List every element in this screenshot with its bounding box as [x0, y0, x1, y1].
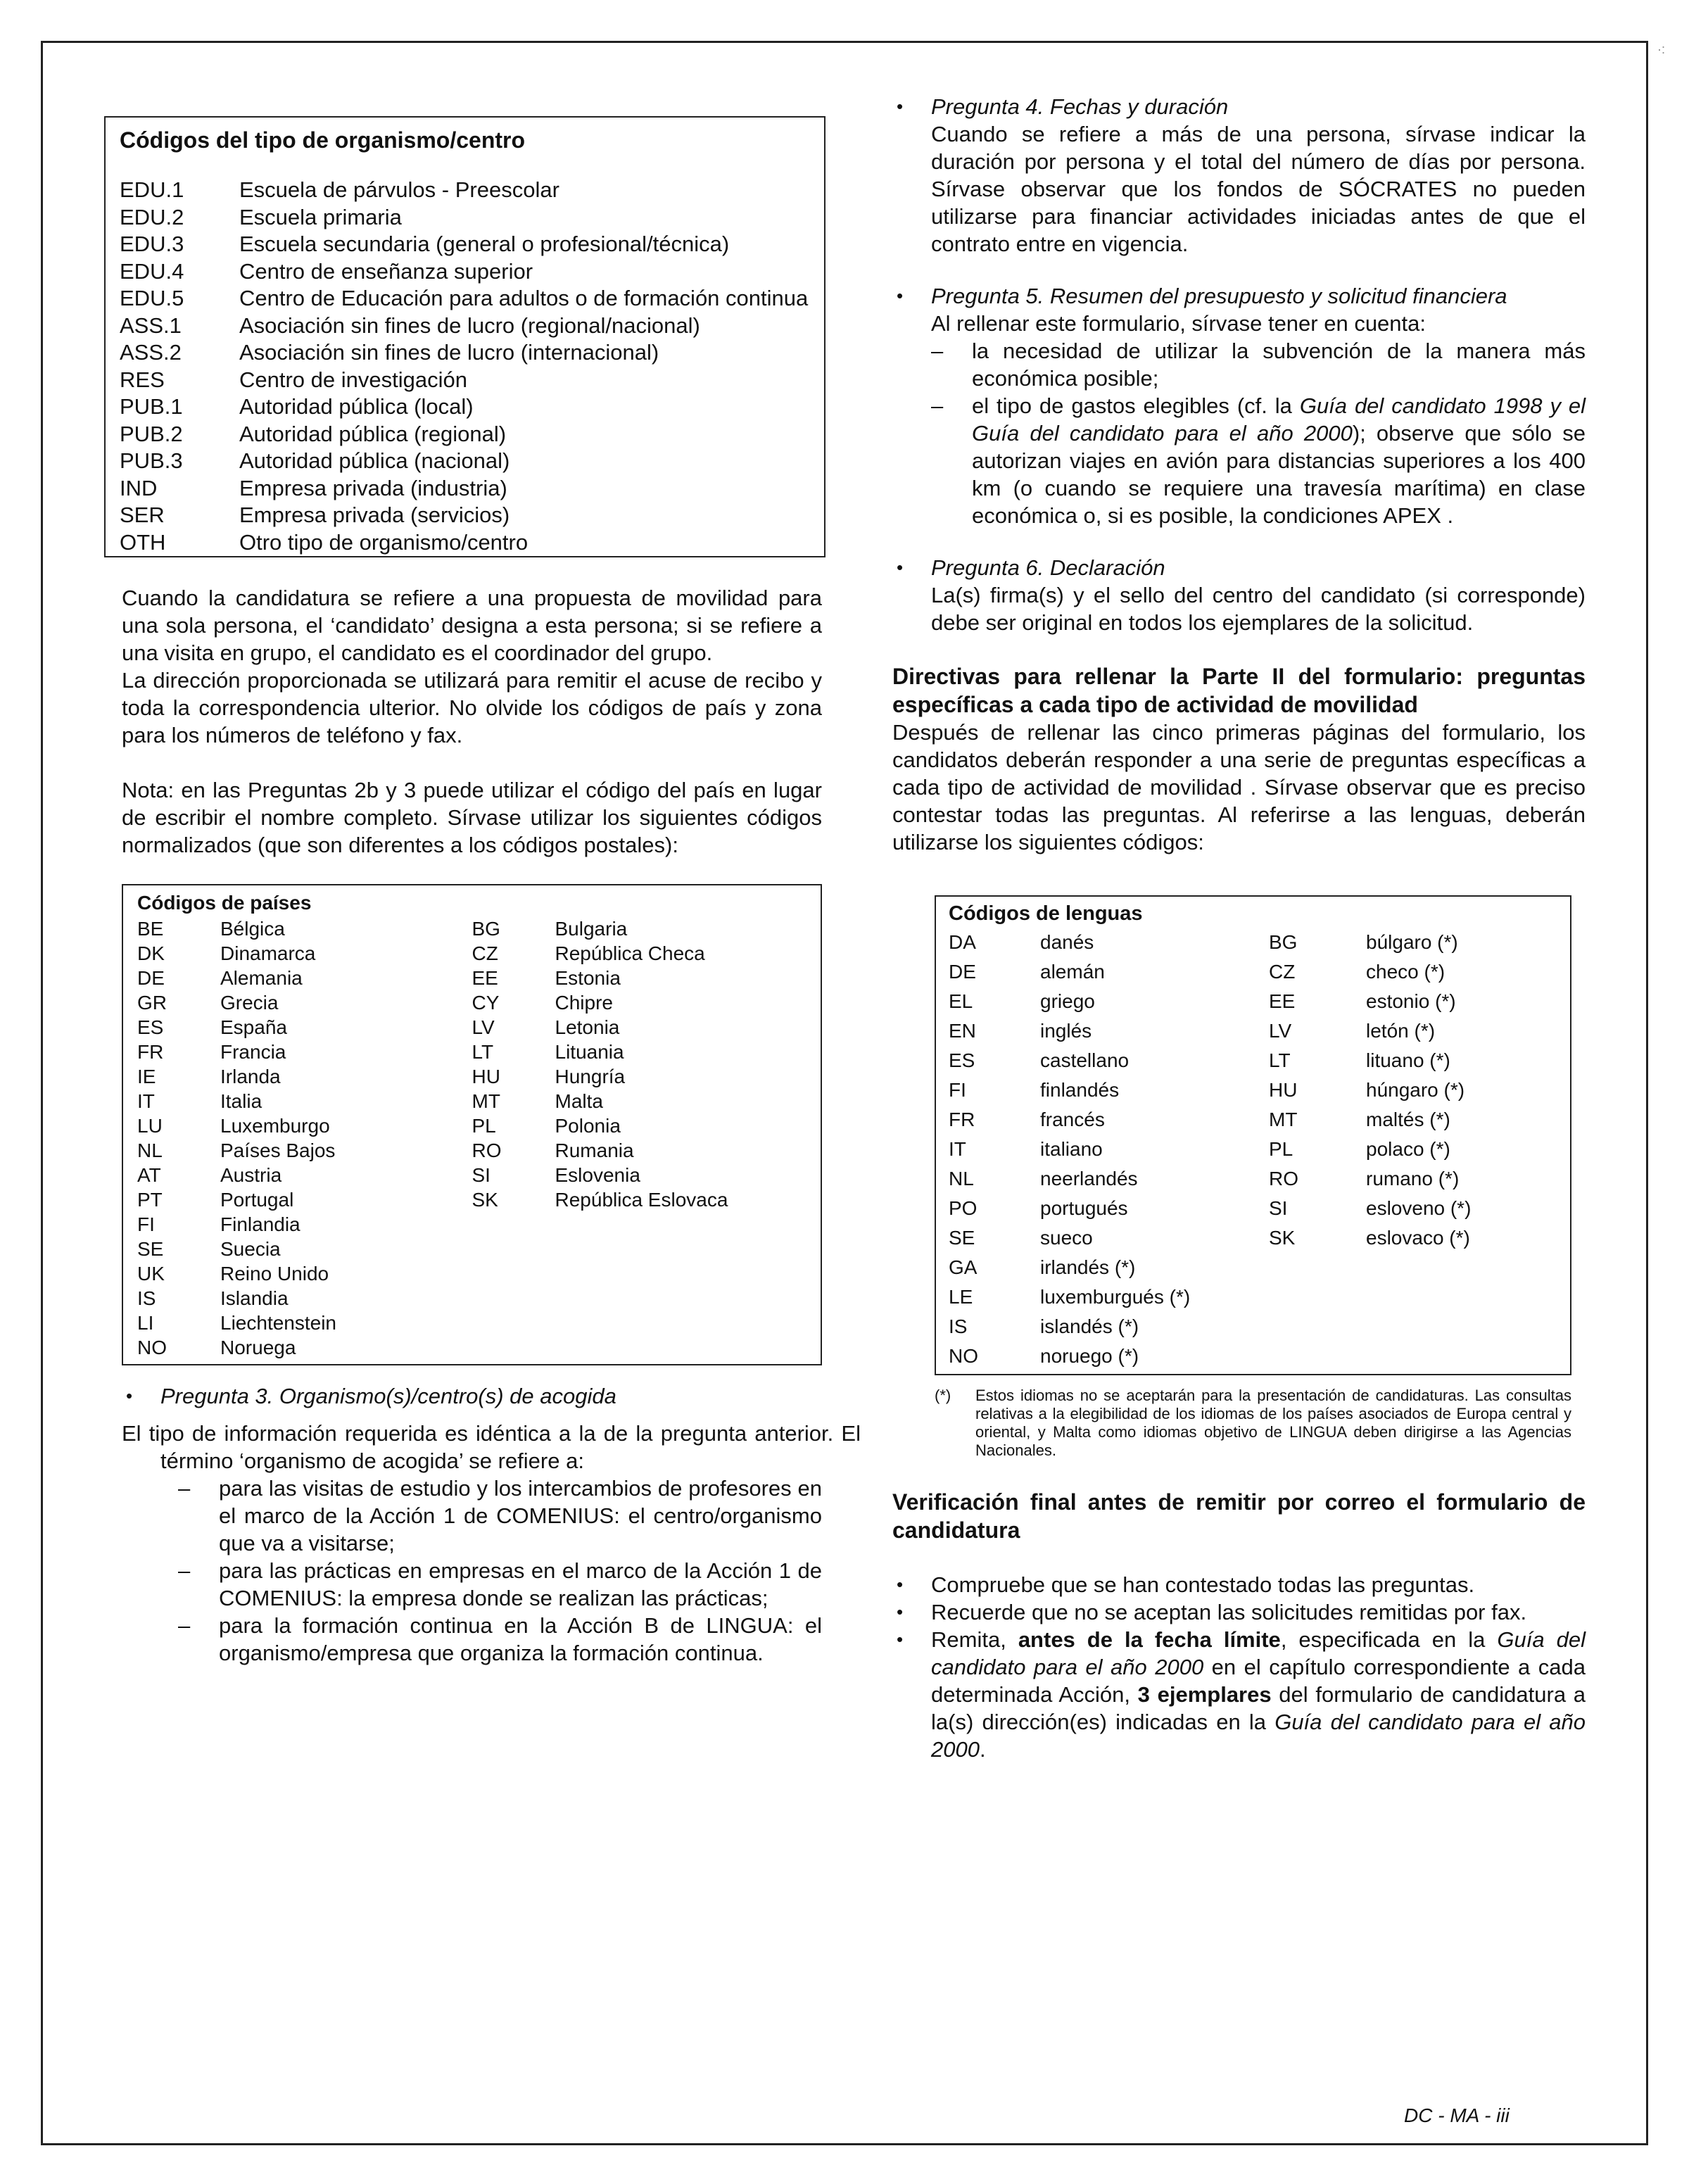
country-name: Bulgaria	[555, 918, 628, 940]
language-name: islandés (*)	[1040, 1315, 1139, 1337]
language-row	[949, 987, 1557, 1016]
q4-text: Cuando se refiere a más de una persona, sírvase indicar la duración por persona y el total del número de días por persona. Sírvase observar que los fondos de SÓCRATES no pueden utilizarse para financiar actividades iniciadas antes de que el contrato entre en vigencia.	[931, 122, 1586, 256]
q5-item-2	[931, 392, 1586, 529]
org-code: IND	[120, 475, 158, 500]
country-code: LV	[472, 1016, 495, 1038]
q5-title: Pregunta 5. Resumen del presupuesto y solicitud financiera	[931, 284, 1507, 308]
dash-icon: –	[178, 1558, 191, 1583]
address-paragraph: La dirección proporcionada se utilizará para remitir el acuse de recibo y toda la correspondencia ulterior. No olvide los códigos de país y zona para los números de teléfono y fax.	[122, 668, 822, 747]
country-code: IT	[137, 1090, 155, 1112]
country-code: SI	[472, 1164, 491, 1186]
org-description: Asociación sin fines de lucro (internacional)	[239, 340, 659, 365]
org-code-row	[120, 258, 810, 286]
country-name: Liechtenstein	[220, 1312, 337, 1334]
country-code: PT	[137, 1189, 163, 1211]
country-code: FI	[137, 1213, 155, 1235]
q3-item	[178, 1557, 822, 1612]
country-row	[472, 1015, 807, 1040]
country-row	[137, 966, 472, 990]
language-code: EE	[1269, 990, 1296, 1012]
country-row	[472, 966, 807, 990]
country-row	[137, 916, 472, 941]
language-code	[1269, 1253, 1366, 1282]
q5-block	[892, 282, 1586, 529]
language-name: castellano	[1040, 1049, 1130, 1071]
org-code: PUB.3	[120, 448, 183, 473]
language-name: finlandés	[1040, 1079, 1120, 1101]
org-description: Escuela de párvulos - Preescolar	[239, 177, 559, 202]
language-code: FI	[949, 1079, 966, 1101]
country-row	[137, 1138, 472, 1163]
language-name: neerlandés	[1040, 1168, 1138, 1189]
part2-text: Después de rellenar las cinco primeras páginas del formulario, los candidatos deberán responder a una serie de preguntas específicas a cada tipo de actividad de movilidad . Sírvase observar que es preciso contestar todas las preguntas. Al referirse a las lenguas, deberán utilizarse los siguientes códigos:	[892, 720, 1586, 854]
country-row	[472, 916, 807, 941]
language-code: NO	[949, 1345, 978, 1367]
country-name: Rumania	[555, 1140, 634, 1161]
org-code-row	[120, 313, 810, 340]
org-code: RES	[120, 367, 165, 392]
language-row	[949, 1135, 1557, 1164]
deadline-emphasis: antes de la fecha límite	[1018, 1627, 1281, 1652]
language-codes-title: Códigos de lenguas	[949, 902, 1143, 925]
org-codes-title: Códigos del tipo de organismo/centro	[120, 127, 526, 153]
country-name: Francia	[220, 1041, 286, 1063]
language-code: SE	[949, 1227, 975, 1249]
bullet-icon: •	[126, 1385, 133, 1406]
country-name: Islandia	[220, 1287, 289, 1309]
q3-list	[178, 1475, 822, 1667]
language-name: letón (*)	[1366, 1020, 1436, 1042]
country-code: GR	[137, 992, 167, 1014]
q3-item-text: para la formación continua en la Acción B de LINGUA: el organismo/empresa que organiza la formación continua.	[219, 1613, 822, 1665]
scan-mark: ·:	[1657, 42, 1665, 56]
country-codes-column-2	[472, 916, 807, 1360]
country-name: Chipre	[555, 992, 613, 1014]
country-name: Hungría	[555, 1066, 626, 1087]
q5-item-1	[931, 337, 1586, 392]
org-code: ASS.2	[120, 340, 182, 365]
country-row	[472, 990, 807, 1015]
dash-icon: –	[178, 1476, 191, 1501]
country-row	[137, 1113, 472, 1138]
org-code: EDU.4	[120, 258, 184, 284]
org-code: EDU.3	[120, 232, 184, 256]
country-code: LT	[472, 1041, 494, 1063]
country-name: Letonia	[555, 1016, 620, 1038]
q5-item-1-text: la necesidad de utilizar la subvención de la manera más económica posible;	[972, 339, 1586, 391]
country-code: ES	[137, 1016, 164, 1038]
language-code: PL	[1269, 1138, 1293, 1160]
country-code: LI	[137, 1312, 154, 1334]
country-code: DE	[137, 967, 165, 989]
language-code: IS	[949, 1315, 968, 1337]
country-code: NL	[137, 1140, 163, 1161]
footnote-mark: (*)	[935, 1387, 951, 1404]
language-codes-list	[949, 928, 1557, 1371]
country-row	[137, 1286, 472, 1311]
country-row	[137, 1335, 472, 1360]
language-code: HU	[1269, 1079, 1298, 1101]
country-row	[137, 1261, 472, 1286]
bullet-icon: •	[897, 1574, 904, 1595]
org-code-row	[120, 393, 810, 421]
check-item-3	[892, 1626, 1586, 1763]
country-name: Suecia	[220, 1238, 281, 1260]
country-name: Grecia	[220, 992, 279, 1014]
country-code: SK	[472, 1189, 498, 1211]
country-code: IS	[137, 1287, 156, 1309]
country-row	[472, 1064, 807, 1089]
org-description: Centro de Educación para adultos o de formación continua	[239, 286, 809, 310]
check3-a: Remita,	[931, 1627, 1018, 1652]
org-code-row	[120, 502, 810, 529]
language-code: PO	[949, 1197, 978, 1219]
language-code: BG	[1269, 931, 1298, 953]
country-name: Países Bajos	[220, 1140, 336, 1161]
country-name: República Eslovaca	[555, 1189, 728, 1211]
org-code-row	[120, 421, 810, 448]
country-name: Malta	[555, 1090, 603, 1112]
country-code: PL	[472, 1115, 496, 1137]
part2-heading: Directivas para rellenar la Parte II del formulario: preguntas específicas a cada tipo de actividad de movilidad	[892, 664, 1586, 717]
country-row	[472, 1040, 807, 1064]
q3-item	[178, 1475, 822, 1557]
q4-title: Pregunta 4. Fechas y duración	[931, 94, 1229, 119]
org-code: PUB.2	[120, 421, 183, 446]
org-codes-list	[120, 177, 810, 556]
country-code: LU	[137, 1115, 163, 1137]
country-codes-title: Códigos de países	[137, 892, 312, 914]
org-description: Autoridad pública (local)	[239, 394, 474, 419]
language-name: francés	[1040, 1109, 1105, 1130]
footnote	[935, 1387, 1571, 1460]
language-row	[949, 1253, 1557, 1282]
language-code: IT	[949, 1138, 966, 1160]
q3-title: Pregunta 3. Organismo(s)/centro(s) de acogida	[160, 1384, 616, 1408]
org-code-row	[120, 448, 810, 475]
language-row	[949, 1223, 1557, 1253]
q6-text: La(s) firma(s) y el sello del centro del candidato (si corresponde) debe ser original en todos los ejemplares de la solicitud.	[931, 583, 1586, 635]
org-code-row	[120, 475, 810, 503]
country-code: CY	[472, 992, 500, 1014]
country-row	[137, 990, 472, 1015]
language-code: DE	[949, 961, 976, 983]
country-code: AT	[137, 1164, 161, 1186]
language-row	[949, 957, 1557, 987]
org-code-row	[120, 231, 810, 258]
country-row	[137, 1311, 472, 1335]
language-code: CZ	[1269, 961, 1296, 983]
language-code: ES	[949, 1049, 975, 1071]
language-code: LE	[949, 1286, 973, 1308]
org-code-row	[120, 339, 810, 367]
language-name: portugués	[1040, 1197, 1128, 1219]
language-name: noruego (*)	[1040, 1345, 1139, 1367]
org-code: EDU.2	[120, 204, 184, 229]
language-name: checo (*)	[1366, 961, 1446, 983]
country-code: RO	[472, 1140, 502, 1161]
org-code: OTH	[120, 529, 166, 555]
country-code: SE	[137, 1238, 164, 1260]
country-name: Dinamarca	[220, 942, 316, 964]
language-code: FR	[949, 1109, 975, 1130]
org-description: Otro tipo de organismo/centro	[239, 529, 529, 555]
country-row	[137, 1163, 472, 1187]
bullet-icon: •	[897, 1629, 904, 1650]
language-name: irlandés (*)	[1040, 1256, 1136, 1278]
language-name: alemán	[1040, 961, 1105, 983]
org-description: Autoridad pública (nacional)	[239, 448, 510, 473]
org-code-row	[120, 529, 810, 557]
country-name: Lituania	[555, 1041, 624, 1063]
language-name: esloveno (*)	[1366, 1197, 1472, 1219]
country-name: Italia	[220, 1090, 262, 1112]
check-item-2-text: Recuerde que no se aceptan las solicitudes remitidas por fax.	[931, 1600, 1527, 1624]
check-item-2	[892, 1598, 1586, 1626]
country-row	[472, 1163, 807, 1187]
org-code: ASS.1	[120, 313, 182, 338]
language-code: MT	[1269, 1109, 1298, 1130]
q5-item-2-text-a: el tipo de gastos elegibles (cf. la	[972, 393, 1300, 418]
country-code: HU	[472, 1066, 500, 1087]
country-row	[137, 1212, 472, 1237]
language-name: italiano	[1040, 1138, 1103, 1160]
check-item-1	[892, 1571, 1586, 1598]
org-description: Escuela secundaria (general o profesional/técnica)	[239, 232, 730, 256]
language-name: luxemburgués (*)	[1040, 1286, 1191, 1308]
guide-title-ref: Guía del candidato para el año 2000	[931, 1627, 1586, 1679]
q4-block	[892, 93, 1586, 258]
language-row	[949, 1046, 1557, 1075]
country-row	[472, 1113, 807, 1138]
check3-e: en el capítulo correspondiente a cada determinada Acción,	[931, 1655, 1586, 1707]
country-row	[137, 1089, 472, 1113]
language-row	[949, 1194, 1557, 1223]
language-name: griego	[1040, 990, 1095, 1012]
language-name: danés	[1040, 931, 1094, 953]
language-name: polaco (*)	[1366, 1138, 1450, 1160]
copies-emphasis: 3 ejemplares	[1137, 1682, 1272, 1707]
org-code-row	[120, 367, 810, 394]
bullet-icon: •	[897, 96, 904, 117]
language-code: RO	[1269, 1168, 1298, 1189]
country-code: FR	[137, 1041, 164, 1063]
right-column	[892, 93, 1586, 1763]
language-name: inglés	[1040, 1020, 1092, 1042]
language-row	[949, 1164, 1557, 1194]
country-name: Eslovenia	[555, 1164, 640, 1186]
country-code: BG	[472, 918, 500, 940]
country-row	[137, 1237, 472, 1261]
q3-item-text: para las prácticas en empresas en el marco de la Acción 1 de COMENIUS: la empresa donde se realizan las prácticas;	[219, 1558, 822, 1610]
q3-intro: El tipo de información requerida es idéntica a la de la pregunta anterior. El término ‘organismo de acogida’ se refiere a:	[122, 1421, 861, 1473]
country-code: UK	[137, 1263, 165, 1284]
language-name: sueco	[1040, 1227, 1093, 1249]
q3-item	[178, 1612, 822, 1667]
org-description: Asociación sin fines de lucro (regional/nacional)	[239, 313, 700, 338]
candidate-paragraph: Cuando la candidatura se refiere a una propuesta de movilidad para una sola persona, el ‘candidato’ designa a esta persona; si se refiere a una visita en grupo, el candidato es el coordinador del grupo.	[122, 586, 822, 665]
country-row	[472, 1138, 807, 1163]
language-name: húngaro (*)	[1366, 1079, 1465, 1101]
country-name: Estonia	[555, 967, 621, 989]
q5-item-2-text-c: ); observe que sólo se autorizan viajes en avión para distancias superiores a los 400 km (o cuando se requiere una travesía marítima) en clase económica o, si es posible, la condiciones APEX .	[972, 421, 1586, 528]
language-code	[1269, 1282, 1366, 1312]
note-paragraph: Nota: en las Preguntas 2b y 3 puede utilizar el código del país en lugar de escribir el nombre completo. Sírvase utilizar los siguientes códigos normalizados (que son diferentes a los códigos postales):	[122, 778, 822, 857]
country-code: CZ	[472, 942, 498, 964]
country-name: Finlandia	[220, 1213, 301, 1235]
footnote-text: Estos idiomas no se aceptarán para la presentación de candidaturas. Las consultas relativas a la elegibilidad de los idiomas de los países asociados de Europa central y oriental, y Malta como idiomas objetivo de LINGUA deben dirigirse a las Agencias Nacionales.	[975, 1387, 1571, 1459]
org-code: EDU.1	[120, 177, 184, 202]
country-name: Reino Unido	[220, 1263, 329, 1284]
country-code: DK	[137, 942, 165, 964]
language-code: SK	[1269, 1227, 1296, 1249]
country-name: Polonia	[555, 1115, 621, 1137]
bullet-icon: •	[897, 1601, 904, 1622]
country-codes-box	[122, 884, 822, 1365]
language-code	[1269, 1342, 1366, 1371]
org-description: Autoridad pública (regional)	[239, 421, 507, 446]
language-name: rumano (*)	[1366, 1168, 1460, 1189]
language-code: NL	[949, 1168, 974, 1189]
check3-c: , especificada en la	[1280, 1627, 1498, 1652]
country-row	[137, 941, 472, 966]
language-code: EN	[949, 1020, 976, 1042]
language-code: LV	[1269, 1020, 1292, 1042]
q6-title: Pregunta 6. Declaración	[931, 555, 1165, 580]
country-row	[472, 1187, 807, 1212]
language-row	[949, 1342, 1557, 1371]
dash-icon: –	[931, 339, 944, 363]
language-code: LT	[1269, 1049, 1291, 1071]
org-description: Empresa privada (industria)	[239, 475, 507, 500]
country-name: Bélgica	[220, 918, 285, 940]
language-code	[1269, 1312, 1366, 1342]
org-code-row	[120, 177, 810, 204]
language-row	[949, 1105, 1557, 1135]
bullet-icon: •	[897, 285, 904, 306]
bullet-icon: •	[897, 557, 904, 578]
q6-block	[892, 554, 1586, 636]
check3-i: .	[979, 1737, 986, 1762]
country-name: Luxemburgo	[220, 1115, 330, 1137]
country-row	[472, 1089, 807, 1113]
country-name: Irlanda	[220, 1066, 281, 1087]
language-codes-box	[935, 895, 1571, 1375]
language-code: SI	[1269, 1197, 1288, 1219]
left-column	[104, 116, 861, 1667]
country-row	[137, 1187, 472, 1212]
country-code: MT	[472, 1090, 500, 1112]
country-row	[472, 941, 807, 966]
org-code: SER	[120, 503, 165, 527]
country-name: Alemania	[220, 967, 303, 989]
country-name: España	[220, 1016, 287, 1038]
guide-title-ref: Guía del candidato 1998 y el Guía del candidato para el año 2000	[972, 393, 1586, 446]
check3-g: del formulario de candidatura a la(s) dirección(es) indicadas en la	[931, 1682, 1586, 1734]
language-name: estonio (*)	[1366, 990, 1456, 1012]
language-row	[949, 1282, 1557, 1312]
country-row	[137, 1040, 472, 1064]
country-codes-column-1	[137, 916, 472, 1360]
check-item-1-text: Compruebe que se han contestado todas las preguntas.	[931, 1572, 1475, 1597]
country-name: Austria	[220, 1164, 282, 1186]
country-codes-grid	[137, 916, 806, 1360]
language-name: maltés (*)	[1366, 1109, 1450, 1130]
org-code: PUB.1	[120, 394, 183, 419]
country-name: Portugal	[220, 1189, 294, 1211]
q3-bullet	[122, 1382, 818, 1410]
dash-icon: –	[178, 1613, 191, 1638]
org-description: Centro de enseñanza superior	[239, 258, 533, 284]
org-description: Escuela primaria	[239, 204, 402, 229]
org-code-row	[120, 204, 810, 232]
language-row	[949, 928, 1557, 957]
language-code: EL	[949, 990, 973, 1012]
language-code: GA	[949, 1256, 978, 1278]
country-name: Noruega	[220, 1337, 296, 1358]
page-footer: DC - MA - iii	[1404, 2104, 1510, 2126]
q5-intro: Al rellenar este formulario, sírvase tener en cuenta:	[931, 311, 1427, 336]
org-description: Empresa privada (servicios)	[239, 503, 510, 527]
language-row	[949, 1016, 1557, 1046]
language-row	[949, 1075, 1557, 1105]
language-name: búlgaro (*)	[1366, 931, 1458, 953]
org-code: EDU.5	[120, 286, 184, 310]
q3-item-text: para las visitas de estudio y los intercambios de profesores en el marco de la Acción 1 de COMENIUS: el centro/organismo que va a visitarse;	[219, 1476, 822, 1555]
country-code: IE	[137, 1066, 156, 1087]
org-description: Centro de investigación	[239, 367, 467, 392]
language-name: eslovaco (*)	[1366, 1227, 1470, 1249]
language-row	[949, 1312, 1557, 1342]
language-code: DA	[949, 931, 976, 953]
org-code-row	[120, 285, 810, 313]
language-name: lituano (*)	[1366, 1049, 1450, 1071]
dash-icon: –	[931, 393, 944, 418]
country-row	[137, 1015, 472, 1040]
country-code: NO	[137, 1337, 167, 1358]
country-code: BE	[137, 918, 164, 940]
org-codes-box	[104, 116, 825, 557]
guide-title-ref: Guía del candidato para el año 2000	[931, 1710, 1586, 1762]
verification-heading: Verificación final antes de remitir por correo el formulario de candidatura	[892, 1489, 1586, 1543]
country-row	[137, 1064, 472, 1089]
country-name: República Checa	[555, 942, 705, 964]
country-code: EE	[472, 967, 498, 989]
